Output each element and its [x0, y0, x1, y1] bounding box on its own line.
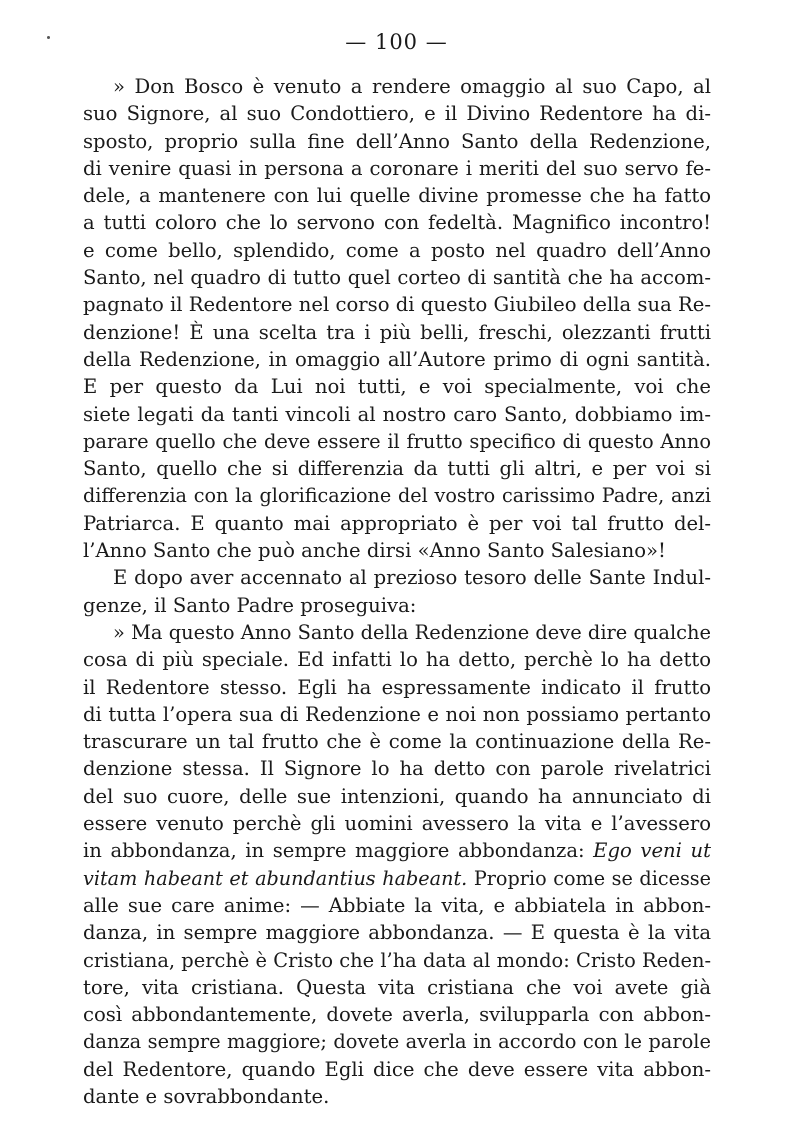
text-line: [83, 619, 711, 646]
line-text: pagnato il Redentore nel corso di questo Giubileo della sua Re-: [83, 293, 711, 317]
text-line: [83, 482, 711, 509]
line-text: Santo, quello che si differenzia da tutti gli altri, e per voi si: [83, 457, 711, 481]
text-line: [83, 100, 711, 127]
line-text: differenzia con la glorificazione del vostro carissimo Padre, anzi: [83, 484, 711, 508]
line-text: E dopo aver accennato al prezioso tesoro delle Sante Indul-: [113, 566, 711, 590]
text-line: [83, 755, 711, 782]
line-text: E per questo da Lui noi tutti, e voi specialmente, voi che: [83, 375, 711, 399]
line-text: suo Signore, al suo Condottiero, e il Divino Redentore ha di-: [83, 102, 711, 126]
text-line: [83, 291, 711, 318]
text-line: [83, 701, 711, 728]
text-line: [83, 264, 711, 291]
line-text: dante e sovrabbondante.: [83, 1084, 330, 1108]
line-text: così abbondantemente, dovete averla, svilupparla con abbon-: [83, 1003, 711, 1027]
line-text: in abbondanza, in sempre maggiore abbondanza:: [83, 839, 594, 863]
text-line: [83, 455, 711, 482]
text-line: [83, 783, 711, 810]
line-text: dele, a mantenere con lui quelle divine promesse che ha fatto: [83, 184, 711, 208]
line-text: sposto, proprio sulla fine dell’Anno Santo della Redenzione,: [83, 129, 711, 153]
line-text: essere venuto perchè gli uomini avessero la vita e l’avessero: [83, 812, 711, 836]
line-text: genze, il Santo Padre proseguiva:: [83, 593, 417, 617]
line-text: siete legati da tanti vincoli al nostro caro Santo, dobbiamo im-: [83, 402, 711, 426]
line-text: della Redenzione, in omaggio all’Autore primo di ogni santità.: [83, 347, 711, 371]
text-line: [83, 428, 711, 455]
text-line: [83, 592, 711, 619]
line-text: di venire quasi in persona a coronare i meriti del suo servo fe-: [83, 156, 711, 180]
line-text: del suo cuore, delle sue intenzioni, quando ha annunciato di: [83, 784, 711, 808]
text-line: [83, 947, 711, 974]
line-text: cristiana, perchè è Cristo che l’ha data al mondo: Cristo Reden-: [83, 948, 711, 972]
text-line: [83, 319, 711, 346]
line-text: » Don Bosco è venuto a rendere omaggio al suo Capo, al: [113, 75, 711, 98]
text-line: [83, 892, 711, 919]
text-line: [83, 837, 711, 864]
speck-mark: [47, 36, 50, 39]
text-line: [83, 1001, 711, 1028]
text-line: [83, 1083, 711, 1110]
line-text: » Ma questo Anno Santo della Redenzione deve dire qualche: [113, 620, 711, 644]
page-number: — 100 —: [345, 30, 448, 54]
text-line: [83, 674, 711, 701]
text-line: [83, 1028, 711, 1055]
line-text: a tutti coloro che lo servono con fedeltà. Magnifico incontro!: [83, 211, 711, 235]
text-line: [83, 1056, 711, 1083]
text-line: [83, 155, 711, 182]
line-text: trascurare un tal frutto che è come la continuazione della Re-: [83, 730, 711, 754]
text-line: [83, 128, 711, 155]
text-line: [83, 73, 711, 100]
body-text: [83, 73, 711, 1110]
text-line: [83, 564, 711, 591]
line-text: denzione! È una scelta tra i più belli, freschi, olezzanti frutti: [83, 320, 711, 344]
latin-quote: Ego veni ut: [593, 839, 711, 863]
line-text: l’Anno Santo che può anche dirsi «Anno Santo Salesiano»!: [83, 539, 666, 563]
line-text: il Redentore stesso. Egli ha espressamente indicato il frutto: [83, 675, 711, 699]
text-line: [83, 865, 711, 892]
line-text: del Redentore, quando Egli dice che deve essere vita abbon-: [83, 1057, 711, 1081]
text-line: [83, 728, 711, 755]
line-text: denzione stessa. Il Signore lo ha detto con parole rivelatrici: [83, 757, 711, 781]
line-text: Patriarca. E quanto mai appropriato è per voi tal frutto del-: [83, 511, 711, 535]
line-text: di tutta l’opera sua di Redenzione e noi non possiamo pertanto: [83, 702, 711, 726]
text-line: [83, 346, 711, 373]
line-text: danza, in sempre maggiore abbondanza. — E questa è la vita: [83, 921, 711, 945]
latin-quote: vitam habeant et abundantius habeant.: [83, 866, 468, 890]
text-line: [83, 810, 711, 837]
line-text-continued: Proprio come se dicesse: [467, 866, 711, 890]
line-text: parare quello che deve essere il frutto specifico di questo Anno: [83, 429, 711, 453]
line-text: tore, vita cristiana. Questa vita cristiana che voi avete già: [83, 975, 711, 999]
line-text: e come bello, splendido, come a posto nel quadro dell’Anno: [83, 238, 711, 262]
line-text: alle sue care anime: — Abbiate la vita, e abbiatela in abbon-: [83, 893, 711, 917]
line-text: danza sempre maggiore; dovete averla in accordo con le parole: [83, 1030, 711, 1054]
text-line: [83, 919, 711, 946]
text-line: [83, 237, 711, 264]
text-line: [83, 401, 711, 428]
text-line: [83, 537, 711, 564]
line-text: cosa di più speciale. Ed infatti lo ha detto, perchè lo ha detto: [83, 648, 711, 672]
text-line: [83, 510, 711, 537]
line-text: Santo, nel quadro di tutto quel corteo di santità che ha accom-: [83, 266, 711, 290]
text-line: [83, 646, 711, 673]
text-line: [83, 373, 711, 400]
text-line: [83, 182, 711, 209]
text-line: [83, 209, 711, 236]
text-line: [83, 974, 711, 1001]
